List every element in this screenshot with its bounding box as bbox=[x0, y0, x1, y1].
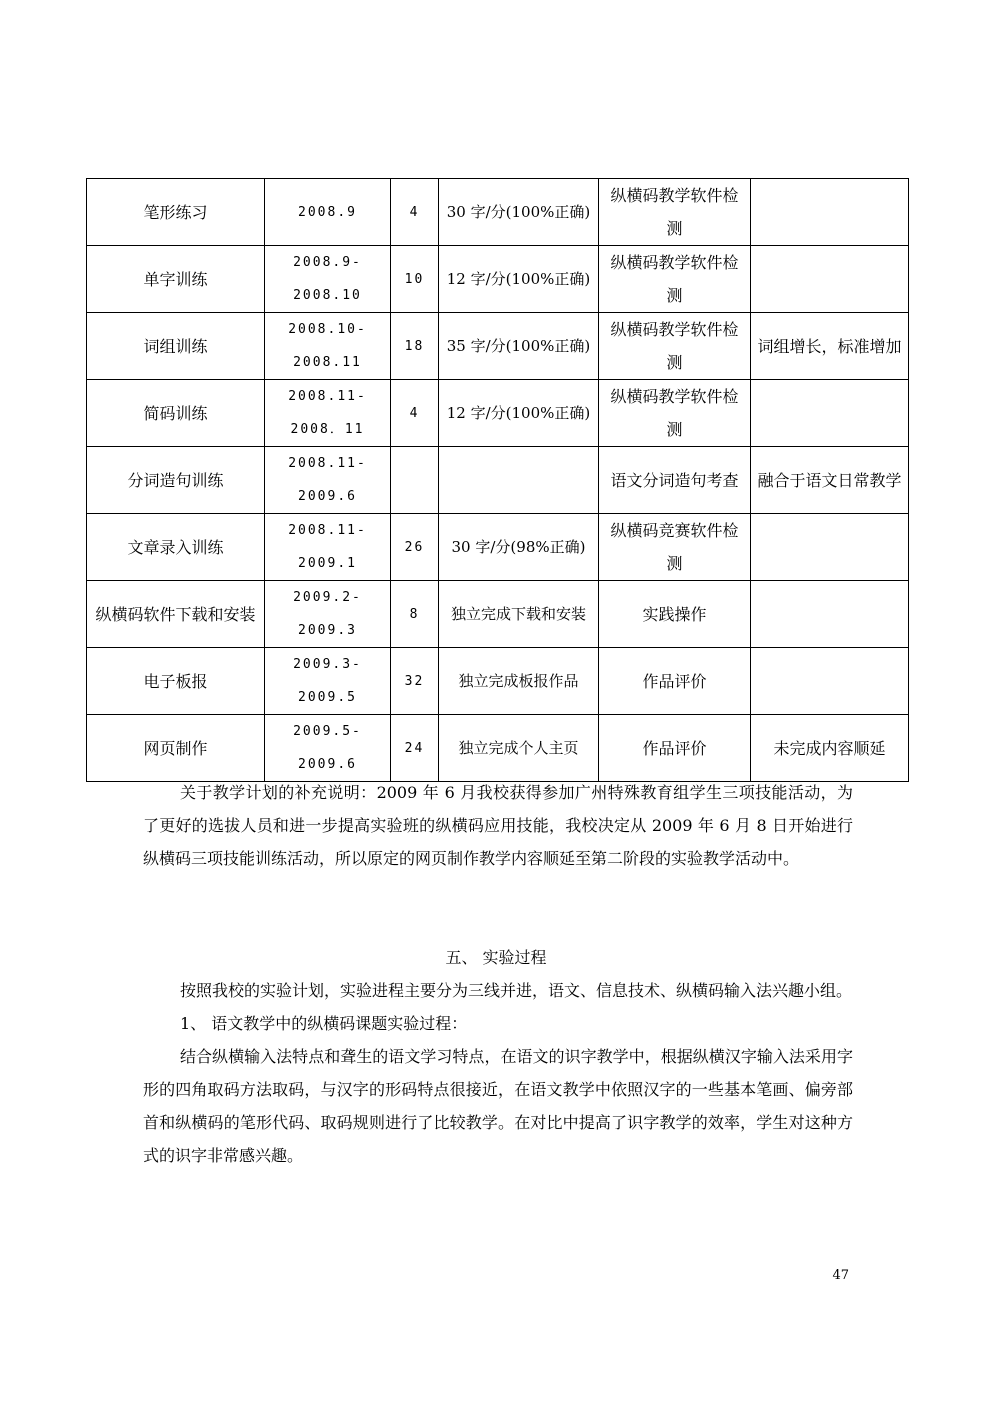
cell-assessment: 作品评价 bbox=[599, 715, 751, 782]
supplement-block bbox=[143, 776, 853, 875]
cell-time: 2009.5-2009.6 bbox=[265, 715, 391, 782]
table-row bbox=[87, 715, 909, 782]
cell-note bbox=[751, 648, 909, 715]
cell-time: 2008.11-2009.1 bbox=[265, 514, 391, 581]
cell-hours: 32 bbox=[391, 648, 439, 715]
cell-hours: 8 bbox=[391, 581, 439, 648]
subheading: 1、 语文教学中的纵横码课题实验过程： bbox=[180, 1014, 468, 1033]
cell-item: 笔形练习 bbox=[87, 179, 265, 246]
cell-item: 纵横码软件下载和安装 bbox=[87, 581, 265, 648]
cell-assessment: 纵横码教学软件检测 bbox=[599, 179, 751, 246]
cell-assessment: 语文分词造句考查 bbox=[599, 447, 751, 514]
table-row bbox=[87, 313, 909, 380]
cell-item: 电子板报 bbox=[87, 648, 265, 715]
cell-standard: 独立完成板报作品 bbox=[439, 648, 599, 715]
cell-item: 简码训练 bbox=[87, 380, 265, 447]
cell-note bbox=[751, 581, 909, 648]
cell-standard: 35 字/分(100%正确) bbox=[439, 313, 599, 380]
body-block bbox=[143, 974, 853, 1172]
table-row bbox=[87, 581, 909, 648]
cell-assessment: 纵横码教学软件检测 bbox=[599, 380, 751, 447]
cell-note bbox=[751, 246, 909, 313]
cell-item: 分词造句训练 bbox=[87, 447, 265, 514]
cell-item: 单字训练 bbox=[87, 246, 265, 313]
cell-hours bbox=[391, 447, 439, 514]
cell-hours: 4 bbox=[391, 179, 439, 246]
cell-standard bbox=[439, 447, 599, 514]
cell-hours: 4 bbox=[391, 380, 439, 447]
cell-standard: 12 字/分(100%正确) bbox=[439, 380, 599, 447]
table-row bbox=[87, 447, 909, 514]
cell-time: 2008.11-2008．11 bbox=[265, 380, 391, 447]
cell-note: 词组增长，标准增加 bbox=[751, 313, 909, 380]
table-row bbox=[87, 246, 909, 313]
cell-hours: 10 bbox=[391, 246, 439, 313]
cell-time: 2009.2-2009.3 bbox=[265, 581, 391, 648]
training-plan-table bbox=[86, 178, 909, 782]
table-row bbox=[87, 514, 909, 581]
body-paragraph: 按照我校的实验计划，实验进程主要分为三线并进，语文、信息技术、纵横码输入法兴趣小组。 bbox=[180, 981, 853, 1000]
cell-hours: 24 bbox=[391, 715, 439, 782]
cell-assessment: 实践操作 bbox=[599, 581, 751, 648]
cell-assessment: 纵横码竞赛软件检测 bbox=[599, 514, 751, 581]
cell-assessment: 纵横码教学软件检测 bbox=[599, 246, 751, 313]
cell-note bbox=[751, 380, 909, 447]
cell-item: 词组训练 bbox=[87, 313, 265, 380]
cell-note: 融合于语文日常教学 bbox=[751, 447, 909, 514]
cell-note: 未完成内容顺延 bbox=[751, 715, 909, 782]
cell-assessment: 纵横码教学软件检测 bbox=[599, 313, 751, 380]
cell-time: 2008.10-2008.11 bbox=[265, 313, 391, 380]
cell-standard: 12 字/分(100%正确) bbox=[439, 246, 599, 313]
cell-time: 2008.9 bbox=[265, 179, 391, 246]
body-paragraph: 结合纵横输入法特点和聋生的语文学习特点，在语文的识字教学中，根据纵横汉字输入法采用字形的四角取码方法取码，与汉字的形码特点很接近，在语文教学中依照汉字的一些基本笔画、偏旁部首和纵横码的笔形代码、取码规则进行了比较教学。在对比中提高了识字教学的效率，学生对这种方式的识字非常感兴趣。 bbox=[143, 1047, 853, 1165]
cell-item: 文章录入训练 bbox=[87, 514, 265, 581]
cell-standard: 独立完成个人主页 bbox=[439, 715, 599, 782]
cell-standard: 30 字/分(98%正确) bbox=[439, 514, 599, 581]
cell-note bbox=[751, 514, 909, 581]
cell-standard: 30 字/分(100%正确) bbox=[439, 179, 599, 246]
page-number: 47 bbox=[832, 1268, 849, 1283]
table-row bbox=[87, 380, 909, 447]
cell-hours: 18 bbox=[391, 313, 439, 380]
cell-note bbox=[751, 179, 909, 246]
cell-time: 2008.9-2008.10 bbox=[265, 246, 391, 313]
section-heading: 五、 实验过程 bbox=[445, 948, 547, 967]
cell-time: 2008.11-2009.6 bbox=[265, 447, 391, 514]
supplement-paragraph: 关于教学计划的补充说明：2009 年 6 月我校获得参加广州特殊教育组学生三项技能活动，为了更好的选拔人员和进一步提高实验班的纵横码应用技能，我校决定从 2009 年 6 月 8 日开始进行纵横码三项技能训练活动，所以原定的网页制作教学内容顺延至第二阶段的实验教学活动中。 bbox=[143, 783, 853, 868]
cell-time: 2009.3-2009.5 bbox=[265, 648, 391, 715]
cell-standard: 独立完成下载和安装 bbox=[439, 581, 599, 648]
cell-hours: 26 bbox=[391, 514, 439, 581]
table-row bbox=[87, 648, 909, 715]
table-row bbox=[87, 179, 909, 246]
cell-item: 网页制作 bbox=[87, 715, 265, 782]
cell-assessment: 作品评价 bbox=[599, 648, 751, 715]
